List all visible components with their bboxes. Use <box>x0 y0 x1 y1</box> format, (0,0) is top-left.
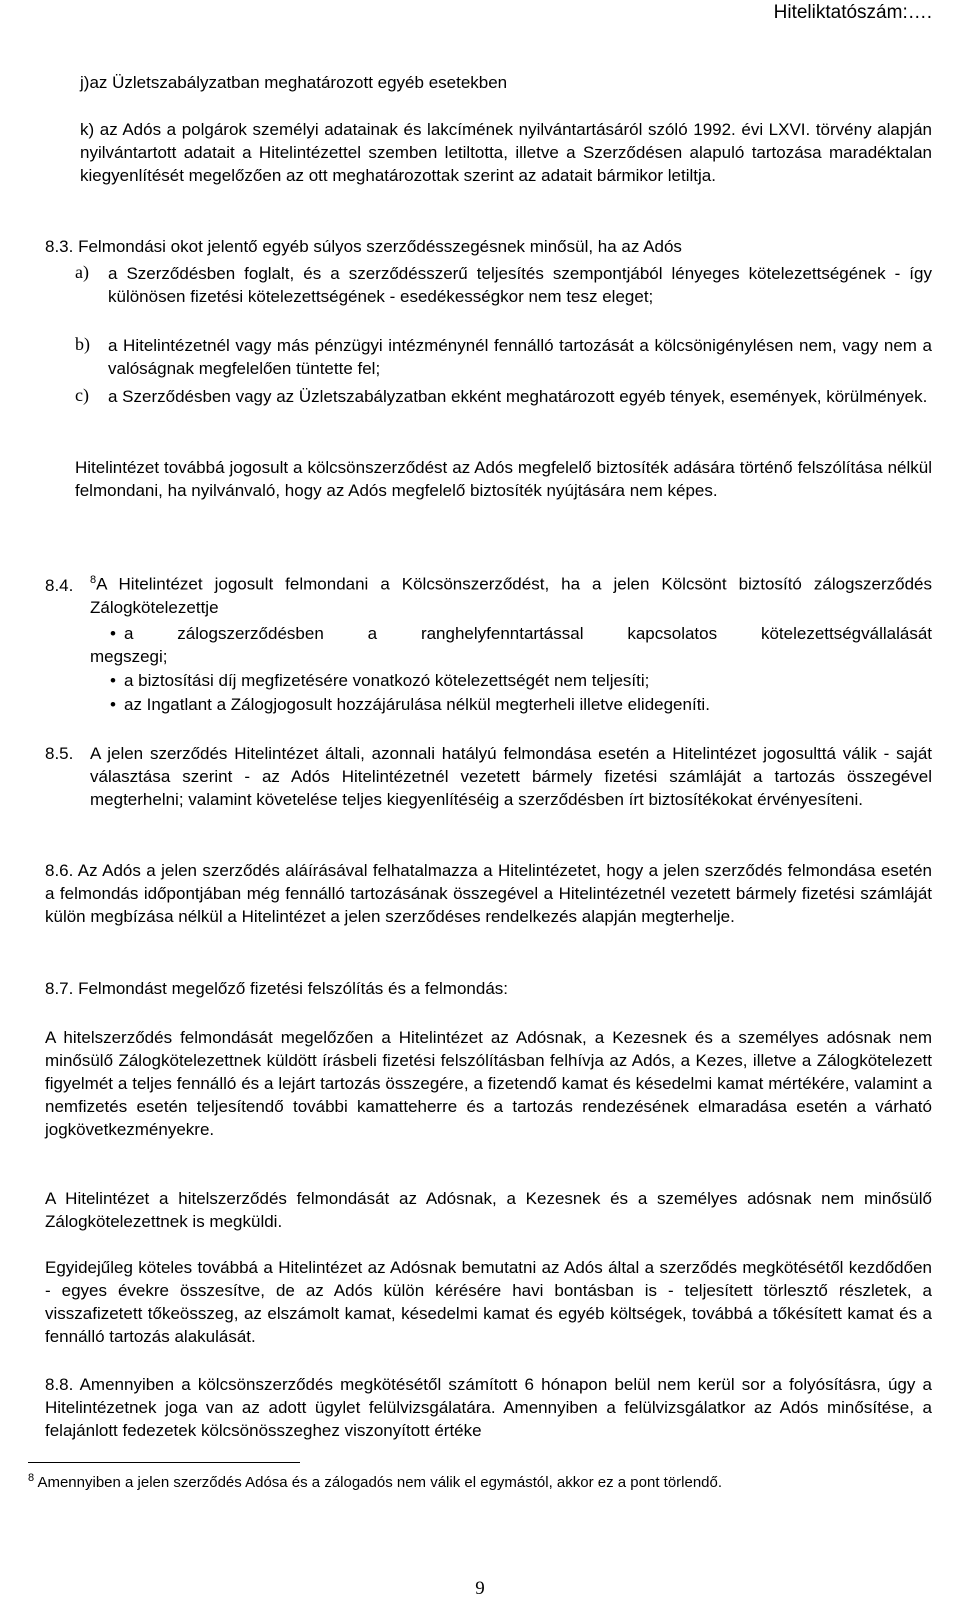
page-header: Hiteliktatószám:…. <box>773 2 932 23</box>
page-number: 9 <box>475 1578 485 1599</box>
bullet-3-text: az Ingatlant a Zálogjogosult hozzájárulása nélkül megterheli illetve elidegeníti. <box>124 695 710 714</box>
item-k: k) az Adós a polgárok személyi adatainak és lakcímének nyilvántartásáról szóló 1992. évi LXVI. törvény alapján nyilvántartott adatait a Hitelintézettel szemben letiltotta, illetve a Szerződésen alapuló tartozása maradéktalan kiegyenlítését megelőzően az ott meghatározottak szerint az adatait bármikor letiltja. <box>80 120 932 185</box>
section-8-7-paragraph-1: A hitelszerződés felmondását megelőzően a Hitelintézet az Adósnak, a Kezesnek és a személyes adósnak nem minősülő Zálogkötelezettnek küldött írásbeli fizetési felszólításban felhívja az Adós, a Kezes, illetve a Zálogkötelezett figyelmét a teljes fennálló és a lejárt tartozás összegére, a fizetendő kamat és késedelmi kamat mértékére, valamint a nemfizetés esetén teljesítendő további kamatteherre és a tartozás rendezésének elmaradása esetén a várható jogkövetkezményekre. <box>45 1028 932 1139</box>
item-a-text: a Szerződésben foglalt, és a szerződésszerű teljesítés szempontjából lényeges kötelezettségének - így különösen fizetési kötelezettségének - esedékességkor nem tesz eleget; <box>108 264 932 306</box>
bullet-1-continuation: megszegi; <box>90 647 168 666</box>
section-8-6-text: 8.6. Az Adós a jelen szerződés aláírásával felhatalmazza a Hitelintézetet, hogy a jelen szerződés felmondása esetén a felmondás időpontjában még fennálló tartozásának összegével a Hitelintézetnél vezetett bármely fizetési számláját külön megbízása nélkül a Hitelintézet a jelen szerződéses rendelkezés alapján megterhelje. <box>45 861 932 926</box>
section-8-3-paragraph: Hitelintézet továbbá jogosult a kölcsönszerződést az Adós megfelelő biztosíték adására történő felszólítása nélkül felmondani, ha nyilvánvaló, hogy az Adós megfelelő biztosíték nyújtására nem képes. <box>75 458 932 500</box>
section-8-5-number: 8.5. <box>45 744 74 763</box>
footnote-text: Amennyiben a jelen szerződés Adósa és a zálogadós nem válik el egymástól, akkor ez a pont törlendő. <box>37 1474 723 1491</box>
bullet-1-text: a zálogszerződésben a ranghelyfenntartással kapcsolatos kötelezettségvállalását <box>124 624 932 643</box>
section-8-5-text: A jelen szerződés Hitelintézet általi, azonnali hatályú felmondása esetén a Hitelintézet jogosulttá válik - saját választása szerint - az Adós Hitelintézetnél vezetett bármely fizetési számláját a tartozás összegével megterhelni; valamint követelése teljes kiegyenlítéséig a szerződésben írt biztosítékokat érvényesíteni. <box>90 744 932 809</box>
section-8-7-paragraph-2: A Hitelintézet a hitelszerződés felmondását az Adósnak, a Kezesnek és a személyes adósnak nem minősülő Zálogkötelezettnek is megküldi. <box>45 1189 932 1231</box>
footnote <box>28 1472 722 1491</box>
footnote-separator <box>28 1462 300 1463</box>
item-c-label: c) <box>75 385 89 405</box>
item-a-label: a) <box>75 262 89 282</box>
item-b-label: b) <box>75 334 90 354</box>
bullet-2-text: a biztosítási díj megfizetésére vonatkozó kötelezettségét nem teljesíti; <box>124 671 650 690</box>
item-b-text: a Hitelintézetnél vagy más pénzügyi intézménynél fennálló tartozását a kölcsönigénylésen nem, vagy nem a valóságnak megfelelően tüntette fel; <box>108 336 932 378</box>
footnote-ref: 8 <box>90 574 97 586</box>
item-c-text: a Szerződésben vagy az Üzletszabályzatban ekként meghatározott egyéb tények, események, körülmények. <box>108 387 928 406</box>
bullet-icon: • <box>110 624 116 643</box>
section-8-7-heading: 8.7. Felmondást megelőző fizetési felszólítás és a felmondás: <box>45 979 509 998</box>
section-8-7-paragraph-3: Egyidejűleg köteles továbbá a Hitelintézet az Adósnak bemutatni az Adós által a szerződés megkötésétől kezdődően - egyes évekre összesítve, de az Adós külön kérésére havi bontásban is - teljesített törlesztő részletek, a visszafizetett tőkeösszeg, az elszámolt kamat, késedelmi kamat és egyéb költségek, továbbá a tőkésített kamat és a fennálló tartozás alakulását. <box>45 1258 932 1346</box>
bullet-icon: • <box>110 695 116 714</box>
section-8-3-heading: 8.3. Felmondási okot jelentő egyéb súlyos szerződésszegésnek minősül, ha az Adós <box>45 237 682 256</box>
footnote-mark: 8 <box>28 1472 35 1484</box>
section-8-4-number: 8.4. <box>45 576 74 595</box>
item-j: j)az Üzletszabályzatban meghatározott egyéb esetekben <box>80 73 508 92</box>
bullet-icon: • <box>110 671 116 690</box>
section-8-4-text: $^8$A Hitelintézet jogosult felmondani a Kölcsönszerződést, ha a jelen Kölcsönt biztosító zálogszerződés Zálogkötelezettje <box>90 574 932 617</box>
section-8-8-text: 8.8. Amennyiben a kölcsönszerződés megkötésétől számított 6 hónapon belül nem kerül sor a folyósításra, úgy a Hitelintézetnek joga van az adott ügylet felülvizsgálatára. Amennyiben a felülvizsgálatkor az Adós minősítése, a felajánlott fedezetek kölcsönösszeghez viszonyított értéke <box>45 1375 932 1440</box>
